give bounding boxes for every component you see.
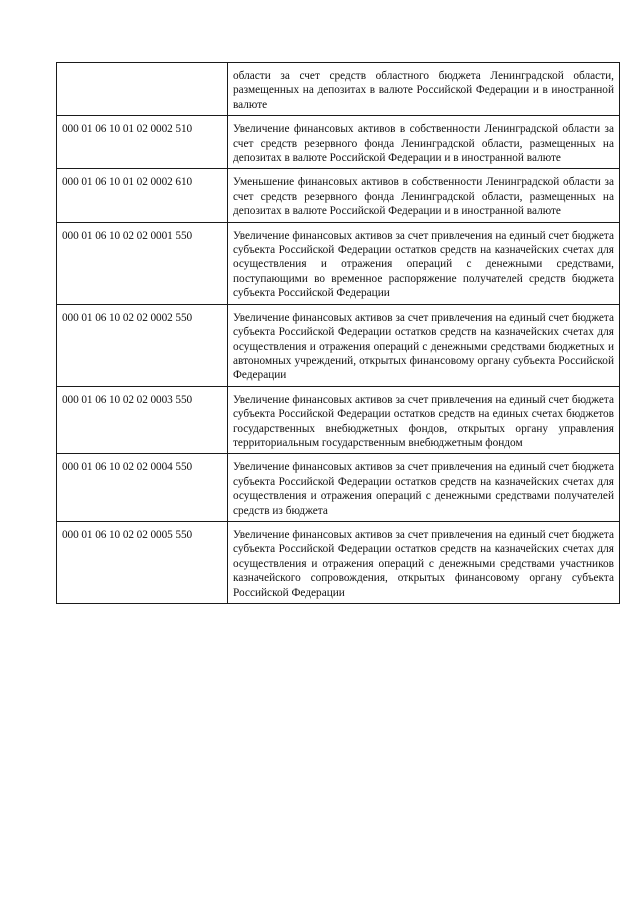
description-cell: области за счет средств областного бюджета Ленинградской области, размещенных на депозитах в валюте Российской Федерации и в иностранной валюте: [228, 63, 620, 116]
code-cell: 000 01 06 10 01 02 0002 510: [57, 116, 228, 169]
description-cell: Увеличение финансовых активов за счет привлечения на единый счет бюджета субъекта Российской Федерации остатков средств на казначейских счетах для осуществления и отражения операций с денежными средствами, поступающими во временное распоряжение получателей средств бюджета субъекта Российской Федерации: [228, 222, 620, 304]
table-row: [57, 304, 620, 386]
code-cell: 000 01 06 10 02 02 0005 550: [57, 521, 228, 603]
description-cell: Увеличение финансовых активов в собственности Ленинградской области за счет средств резервного фонда Ленинградской области, размещенных на депозитах в валюте Российской Федерации и в иностранной валюте: [228, 116, 620, 169]
description-cell: Увеличение финансовых активов за счет привлечения на единый счет бюджета субъекта Российской Федерации остатков средств на казначейских счетах для осуществления и отражения операций с денежными средствами получателей средств из бюджета: [228, 454, 620, 522]
table-row: [57, 386, 620, 454]
code-cell: [57, 63, 228, 116]
table-row: [57, 222, 620, 304]
code-cell: 000 01 06 10 02 02 0004 550: [57, 454, 228, 522]
description-cell: Уменьшение финансовых активов в собственности Ленинградской области за счет средств резервного фонда Ленинградской области, размещенных на депозитах в валюте Российской Федерации и в иностранной валюте: [228, 169, 620, 222]
table-row: [57, 169, 620, 222]
budget-codes-table: [56, 62, 620, 604]
code-cell: 000 01 06 10 01 02 0002 610: [57, 169, 228, 222]
description-cell: Увеличение финансовых активов за счет привлечения на единый счет бюджета субъекта Российской Федерации остатков средств на казначейских счетах для осуществления и отражения операций с денежными средствами бюджетных и автономных учреждений, открытых финансовому органу субъекта Российской Федерации: [228, 304, 620, 386]
table-row: [57, 116, 620, 169]
description-cell: Увеличение финансовых активов за счет привлечения на единый счет бюджета субъекта Российской Федерации остатков средств на казначейских счетах для осуществления и отражения операций с денежными средствами участников казначейского сопровождения, открытых финансовому органу субъекта Российской Федерации: [228, 521, 620, 603]
table-row: [57, 521, 620, 603]
code-cell: 000 01 06 10 02 02 0001 550: [57, 222, 228, 304]
description-cell: Увеличение финансовых активов за счет привлечения на единый счет бюджета субъекта Российской Федерации остатков средств на единых счетах бюджетов государственных внебюджетных фондов, открытых органу управления территориальным государственным внебюджетным фондом: [228, 386, 620, 454]
table-row: [57, 454, 620, 522]
code-cell: 000 01 06 10 02 02 0003 550: [57, 386, 228, 454]
table-row: [57, 63, 620, 116]
code-cell: 000 01 06 10 02 02 0002 550: [57, 304, 228, 386]
